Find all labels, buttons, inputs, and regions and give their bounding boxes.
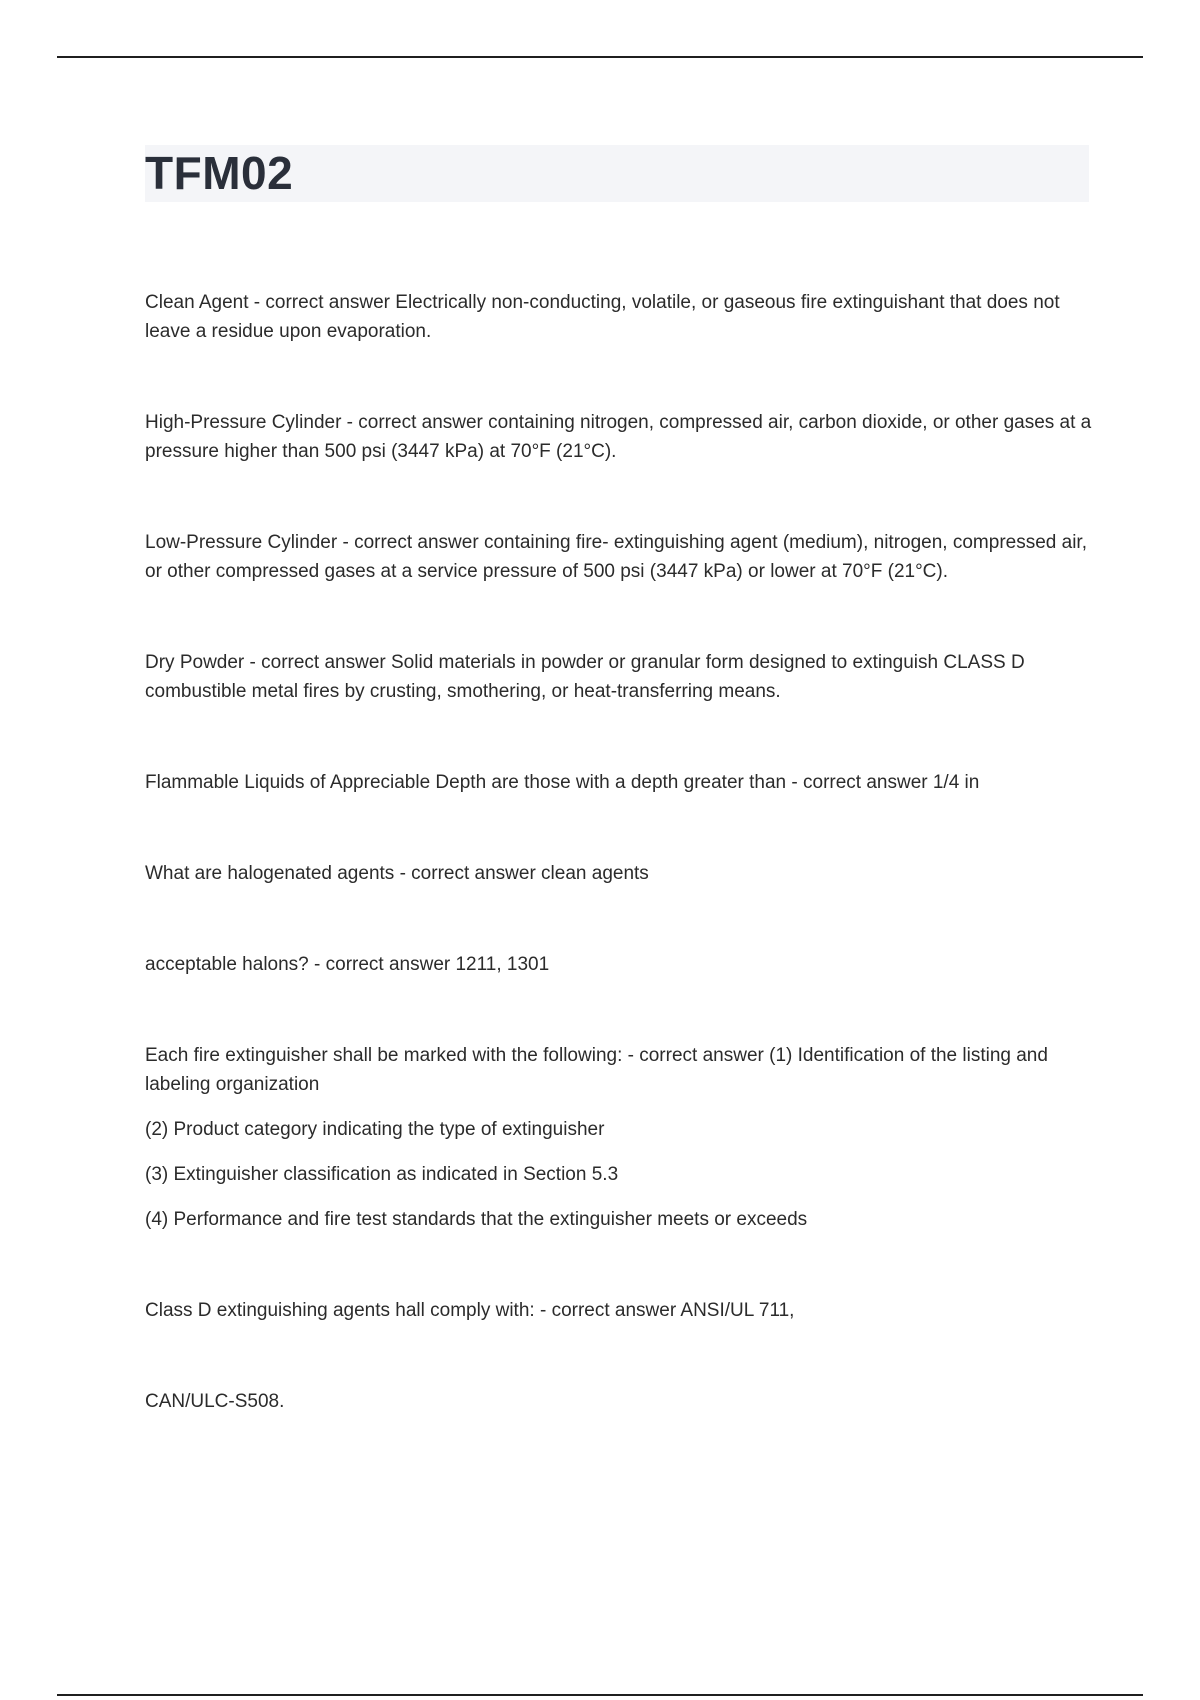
top-rule bbox=[57, 56, 1143, 58]
qa-entry bbox=[145, 288, 1095, 346]
qa-entry bbox=[145, 950, 1095, 979]
qa-text: Each fire extinguisher shall be marked with the following: - correct answer (1) Identification of the listing and labeling organization bbox=[145, 1045, 1048, 1095]
qa-text: What are halogenated agents - correct answer clean agents bbox=[145, 863, 649, 884]
qa-text: Dry Powder - correct answer Solid materials in powder or granular form designed to extinguish CLASS D combustible metal fires by crusting, smothering, or heat-transferring means. bbox=[145, 652, 1025, 702]
qa-text: Class D extinguishing agents hall comply with: - correct answer ANSI/UL 711, bbox=[145, 1300, 795, 1321]
qa-text: Clean Agent - correct answer Electrically non-conducting, volatile, or gaseous fire extinguishant that does not leave a residue upon evaporation. bbox=[145, 292, 1060, 342]
qa-entry bbox=[145, 859, 1095, 888]
qa-subline: (3) Extinguisher classification as indicated in Section 5.3 bbox=[145, 1164, 619, 1185]
qa-entry bbox=[145, 1296, 1095, 1325]
bottom-rule bbox=[57, 1694, 1143, 1696]
qa-subline: (4) Performance and fire test standards that the extinguisher meets or exceeds bbox=[145, 1209, 808, 1230]
document-title: TFM02 bbox=[145, 147, 294, 199]
qa-entry bbox=[145, 648, 1095, 706]
qa-text: High-Pressure Cylinder - correct answer containing nitrogen, compressed air, carbon dioxide, or other gases at a pressure higher than 500 psi (3447 kPa) at 70°F (21°C). bbox=[145, 412, 1092, 462]
qa-entry bbox=[145, 1041, 1095, 1234]
qa-entry bbox=[145, 408, 1095, 466]
qa-subline: (2) Product category indicating the type of extinguisher bbox=[145, 1119, 605, 1140]
qa-text: Low-Pressure Cylinder - correct answer containing fire- extinguishing agent (medium), nitrogen, compressed air, or other compressed gases at a service pressure of 500 psi (3447 kPa) or lower at 70°F (21°C). bbox=[145, 532, 1087, 582]
qa-text: Flammable Liquids of Appreciable Depth are those with a depth greater than - correct answer 1/4 in bbox=[145, 772, 980, 793]
flashcard-list bbox=[145, 288, 1095, 1478]
qa-text: acceptable halons? - correct answer 1211, 1301 bbox=[145, 954, 550, 975]
qa-entry bbox=[145, 1387, 1095, 1416]
qa-entry bbox=[145, 768, 1095, 797]
qa-entry bbox=[145, 528, 1095, 586]
qa-text: CAN/ULC-S508. bbox=[145, 1391, 285, 1412]
